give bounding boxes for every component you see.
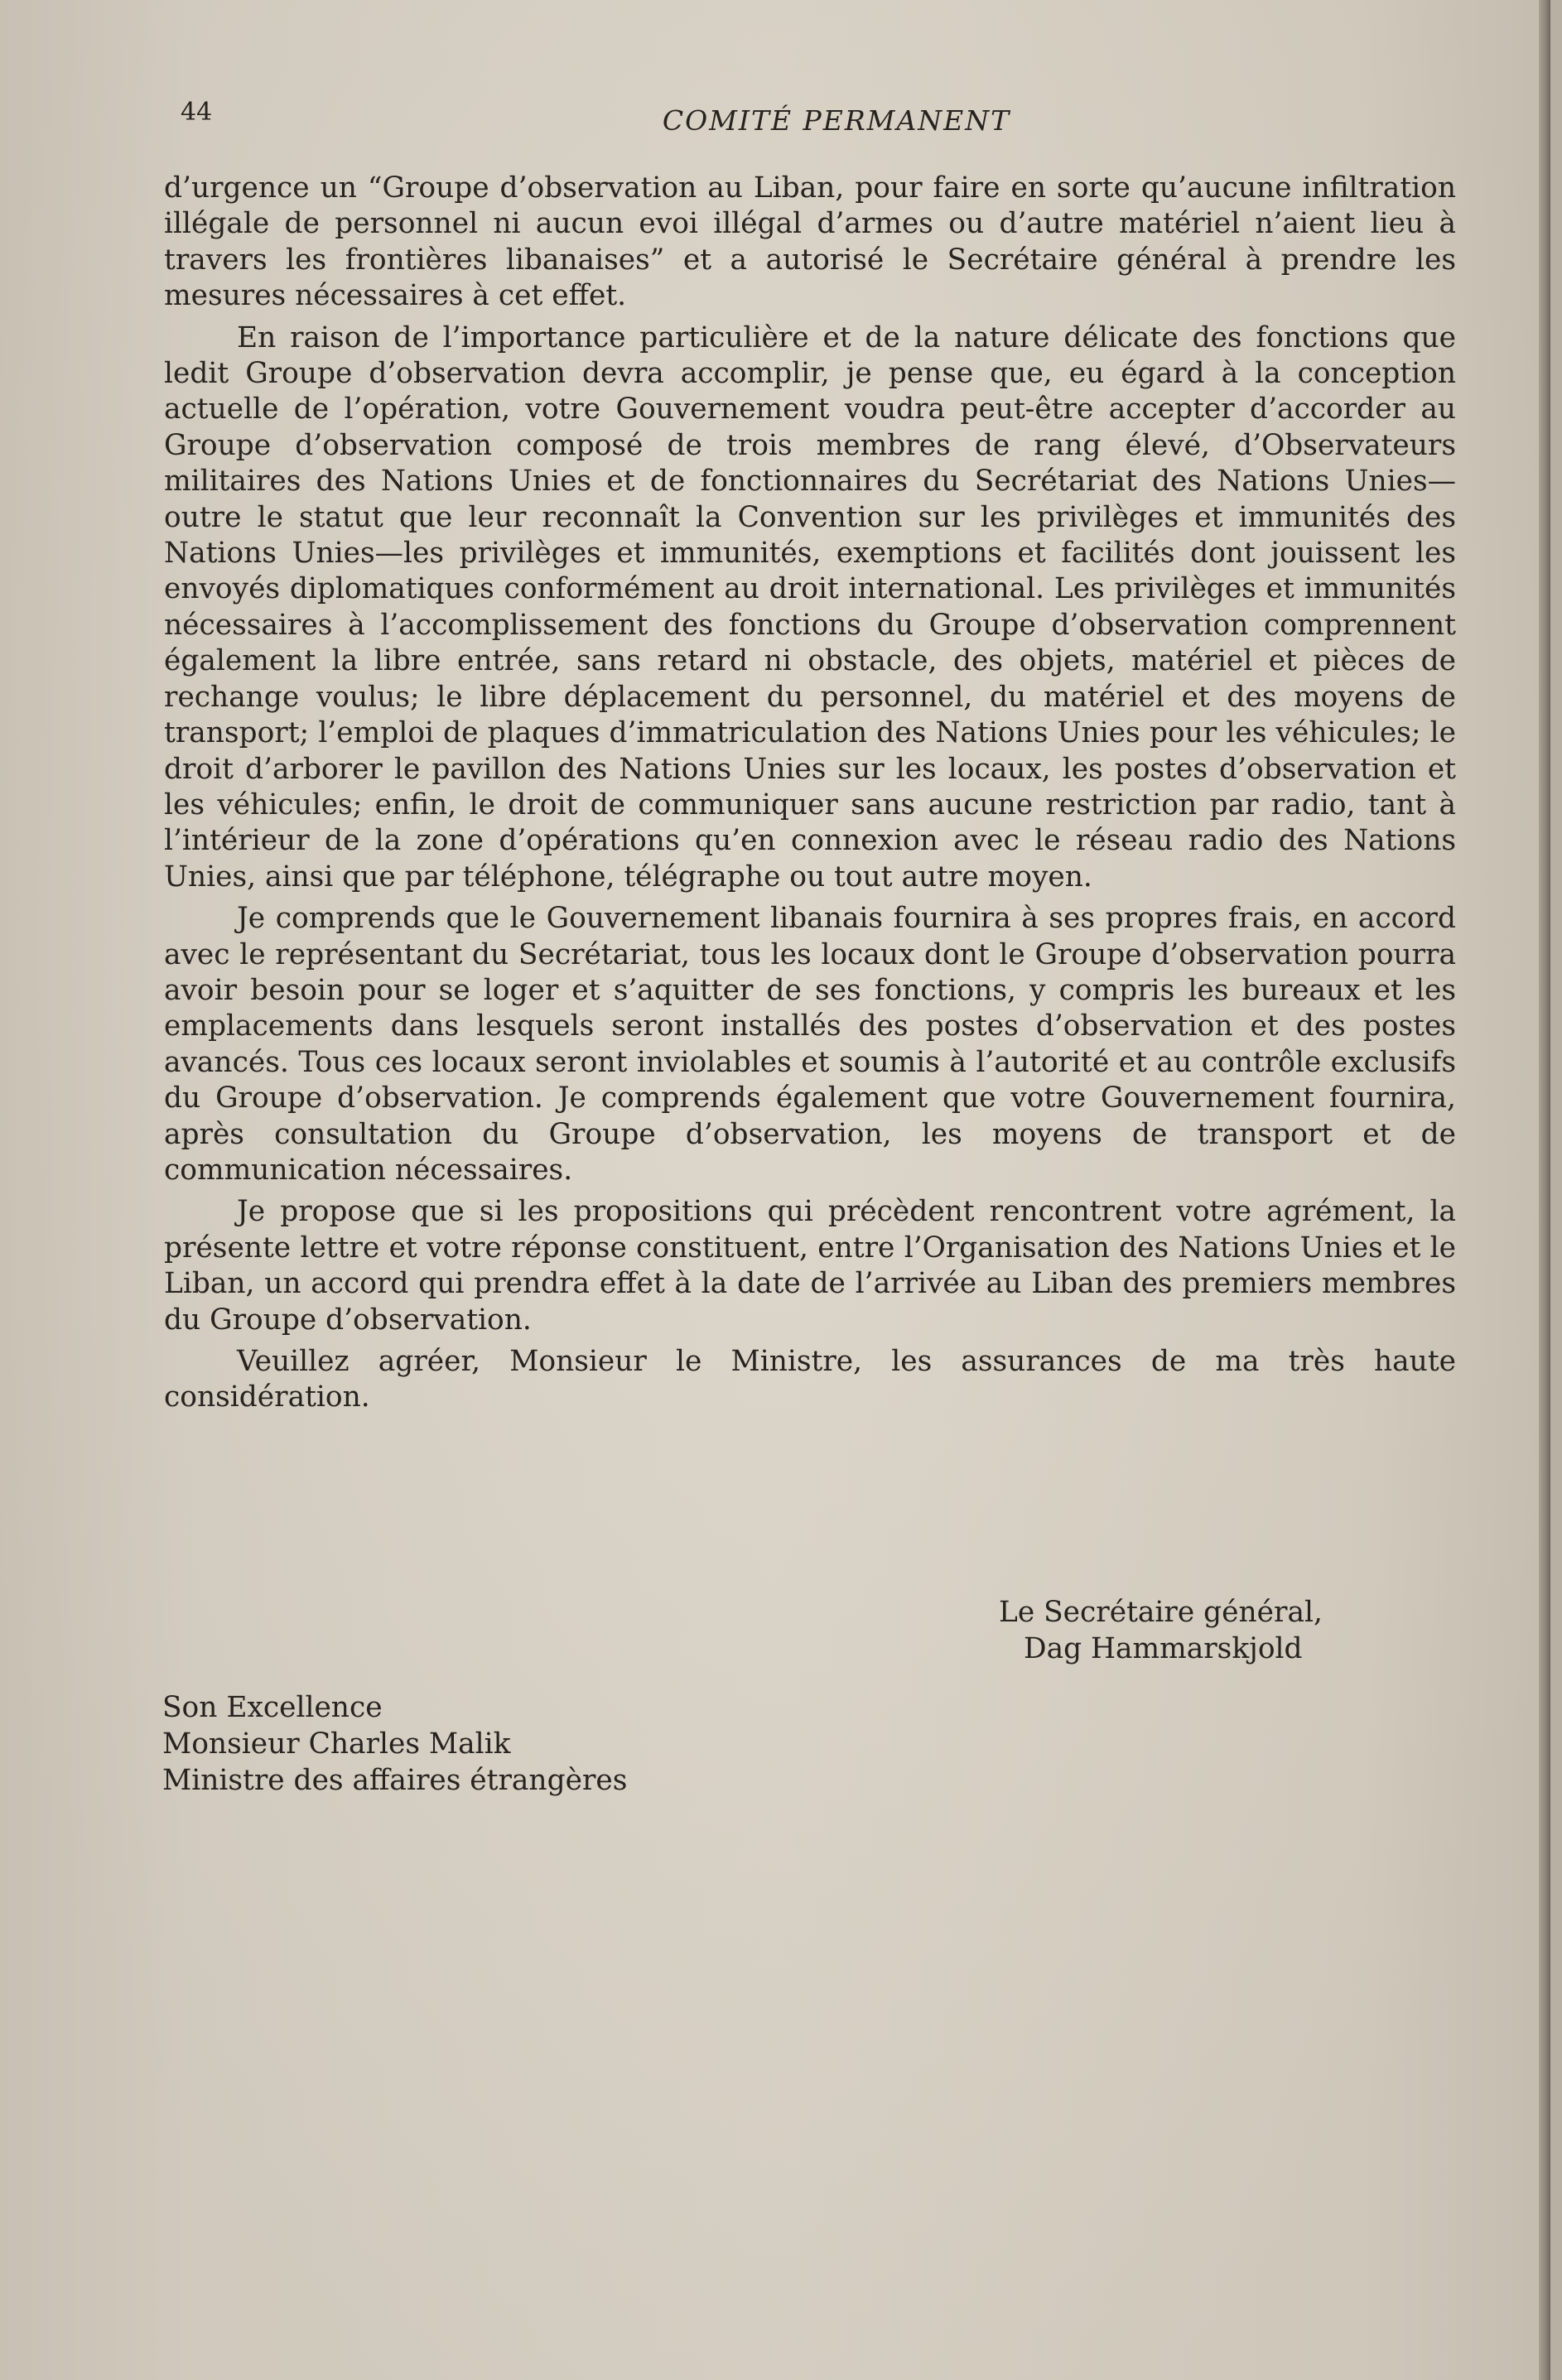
addressee-line-3: Ministre des affaires étrangères xyxy=(162,1764,628,1797)
page-edge-shadow xyxy=(1539,0,1550,2380)
paragraph-1: d’urgence un “Groupe d’observation au Liban, pour faire en sorte qu’aucune infiltration illégale de personnel ni aucun evoi illégal d’armes ou d’autre matériel n’aient lieu à travers les frontières libanaises” et a autorisé le Secrétaire général à prendre les mesures nécessaires à cet effet. xyxy=(164,171,1456,313)
paragraph-3: Je comprends que le Gouvernement libanais fournira à ses propres frais, en accord avec le représentant du Secrétariat, tous les locaux dont le Groupe d’observation pourra avoir besoin pour se loger et s’aquitter de ses fonctions, y compris les bureaux et les emplacements dans lesquels seront installés des postes d’observation et des postes avancés. Tous ces locaux seront inviolables et soumis à l’autorité et au contrôle exclusifs du Groupe d’observation. Je comprends également que votre Gouvernement fournira, après consultation du Groupe d’observation, les moyens de transport et de communication nécessaires. xyxy=(164,902,1456,1187)
running-title: COMITÉ PERMANENT xyxy=(662,104,1011,137)
paragraph-5: Veuillez agréer, Monsieur le Ministre, les assurances de ma très haute considération. xyxy=(164,1345,1456,1414)
paragraph-2: En raison de l’importance particulière et de la nature délicate des fonctions que ledit Groupe d’observation devra accomplir, je pense que, eu égard à la conception actuelle de l’opération, votre Gouvernement voudra peut-être accepter d’accorder au Groupe d’observation composé de trois membres de rang élevé, d’Observateurs militaires des Nations Unies et de fonctionnaires du Secrétariat des Nations Unies—outre le statut que leur reconnaît la Convention sur les privilèges et immunités des Nations Unies—les privilèges et immunités, exemptions et facilités dont jouissent les envoyés diplomatiques conformément au droit international. Les privilèges et immunités nécessaires à l’accomplissement des fonctions du Groupe d’observation comprennent également la libre entrée, sans retard ni obstacle, des objets, matériel et pièces de rechange voulus; le libre déplacement du personnel, du matériel et des moyens de transport; l’emploi de plaques d’immatriculation des Nations Unies pour les véhicules; le droit d’arborer le pavillon des Nations Unies sur les locaux, les postes d’observation et les véhicules; enfin, le droit de communiquer sans aucune restriction par radio, tant à l’intérieur de la zone d’opérations qu’en connexion avec le réseau radio des Nations Unies, ainsi que par téléphone, télégraphe ou tout autre moyen. xyxy=(164,320,1456,894)
addressee-block xyxy=(162,1689,627,1799)
addressee-line-2: Monsieur Charles Malik xyxy=(162,1727,511,1761)
signature-name: Dag Hammarskjold xyxy=(1024,1632,1303,1665)
addressee-line-1: Son Excellence xyxy=(162,1691,383,1724)
page-header xyxy=(174,98,1466,147)
page-number: 44 xyxy=(181,98,213,127)
paragraph-4: Je propose que si les propositions qui précèdent rencontrent votre agrément, la présente lettre et votre réponse constituent, entre l’Organisation des Nations Unies et le Liban, un accord qui prendra effet à la date de l’arrivée au Liban des premiers membres du Groupe d’observation. xyxy=(164,1195,1456,1337)
letter-body xyxy=(164,171,1456,1416)
signature-block xyxy=(999,1594,1323,1667)
signature-title: Le Secrétaire général, xyxy=(999,1596,1323,1629)
